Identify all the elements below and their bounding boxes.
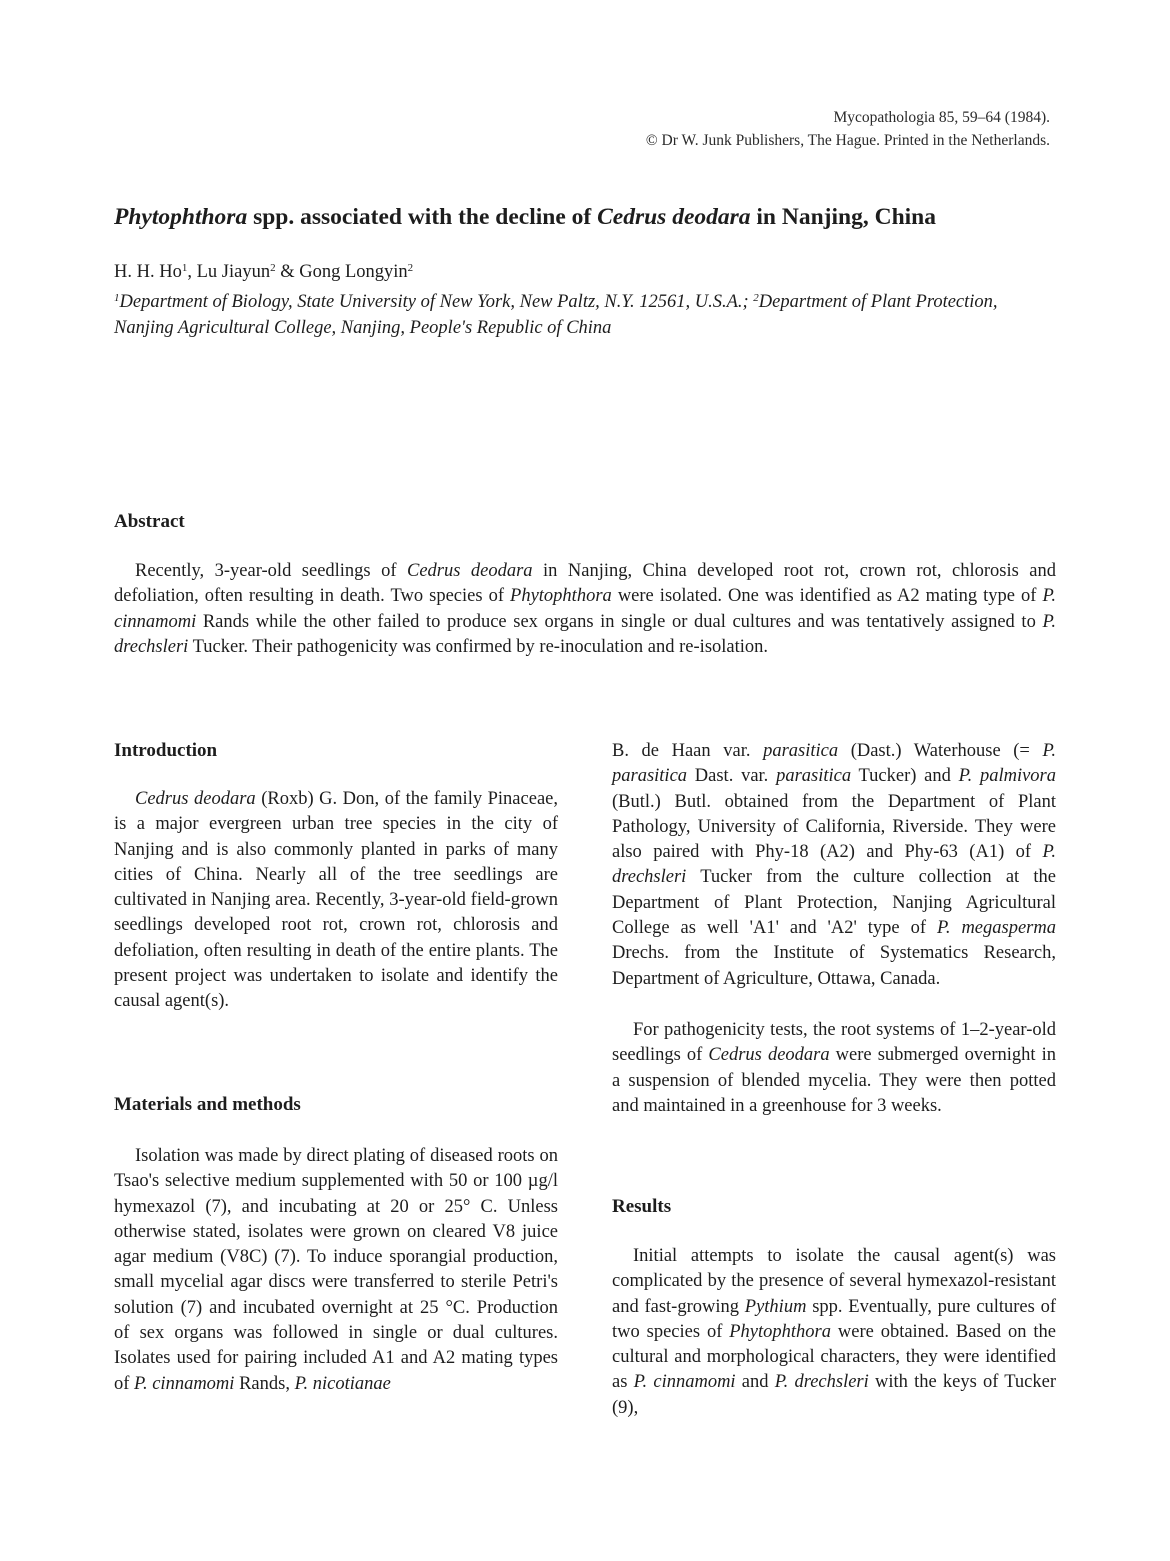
- publisher-line: © Dr W. Junk Publishers, The Hague. Printed in the Netherlands.: [645, 132, 1050, 149]
- results-heading: Results: [612, 1196, 672, 1217]
- author-1-affil: 1: [181, 262, 188, 274]
- affil-2-mark: 2: [753, 292, 759, 304]
- title-genus: Phytophthora: [114, 204, 248, 230]
- affiliations: [114, 289, 1059, 341]
- abstract-text: Recently, 3-year-old seedlings of Cedrus deodara in Nanjing, China developed root rot, crown rot, chlorosis and defoliation, often resulting in death. Two species of Phytophthora were isolated. One was identified as A2 mating type of P. cinnamomi Rands while the other failed to produce sex organs in single or dual cultures and was tentatively assigned to P. drechsleri Tucker. Their pathogenicity was confirmed by re-inoculation and re-isolation.: [114, 561, 1056, 657]
- article-title: [114, 204, 1064, 231]
- materials-text-continued: B. de Haan var. parasitica (Dast.) Waterhouse (= P. parasitica Dast. var. parasitica Tucker) and P. palmivora (Butl.) Butl. obtained from the Department of Plant Pathology, University of California, Riverside. They were also paired with Phy-18 (A2) and Phy-63 (A1) of P. drechsleri Tucker from the culture collection at the Department of Plant Protection, Nanjing Agricultural College as well 'A1' and 'A2' type of P. megasperma Drechs. from the Institute of Systematics Research, Department of Agriculture, Ottawa, Canada.: [612, 741, 1057, 989]
- results-text: Initial attempts to isolate the causal agent(s) was complicated by the presence of several hymexazol-resistant and fast-growing Pythium spp. Eventually, pure cultures of two species of Phytophthora were obtained. Based on the cultural and morphological characters, they were identified as P. cinnamomi and P. drechsleri with the keys of Tucker (9),: [612, 1246, 1056, 1418]
- author-1: H. H. Ho: [114, 262, 182, 282]
- materials-heading: Materials and methods: [114, 1094, 301, 1115]
- author-3-affil: 2: [407, 262, 414, 274]
- author-sep: ,: [187, 262, 197, 282]
- author-list: [114, 262, 413, 283]
- introduction-text: Cedrus deodara (Roxb) G. Don, of the family Pinaceae, is a major evergreen urban tree species in the city of Nanjing and is also commonly planted in parks of many cities of China. Nearly all of the tree seedlings are cultivated in Nanjing area. Recently, 3-year-old field-grown seedlings developed root rot, crown rot, chlorosis and defoliation, often resulting in death of the entire plants. The present project was undertaken to isolate and identify the causal agent(s).: [114, 789, 558, 1012]
- materials-text: Isolation was made by direct plating of diseased roots on Tsao's selective medium supplemented with 50 or 100 µg/l hymexazol (7), and incubating at 20 or 25° C. Unless otherwise stated, isolates were grown on cleared V8 juice agar medium (V8C) (7). To induce sporangial production, small mycelial agar discs were transferred to sterile Petri's solution (7) and incubated overnight at 25 °C. Production of sex organs was followed in single or dual cultures. Isolates used for pairing included A1 and A2 mating types of P. cinnamomi Rands, P. nicotianae: [114, 1146, 558, 1394]
- author-2-affil: 2: [270, 262, 276, 274]
- author-3: Gong Longyin: [299, 262, 408, 282]
- author-sep: &: [275, 262, 300, 282]
- introduction-heading: Introduction: [114, 740, 218, 761]
- title-end: in Nanjing, China: [750, 204, 936, 230]
- pathogenicity-text: For pathogenicity tests, the root systems of 1–2-year-old seedlings of Cedrus deodara were submerged overnight in a suspension of blended mycelia. They were then potted and maintained in a greenhouse for 3 weeks.: [612, 1020, 1056, 1116]
- title-mid: spp. associated with the decline of: [247, 204, 598, 230]
- abstract-heading: Abstract: [114, 511, 185, 532]
- affil-1-mark: 1: [114, 292, 120, 304]
- affil-1: Department of Biology, State University of New York, New Paltz, N.Y. 12561, U.S.A.;: [119, 292, 754, 312]
- journal-citation: Mycopathologia 85, 59–64 (1984).: [833, 109, 1050, 126]
- author-2: Lu Jiayun: [196, 262, 271, 282]
- journal-info: [646, 106, 1050, 152]
- affil-2: Department of Plant Protection, Nanjing Agricultural College, Nanjing, People's Republic of China: [114, 292, 998, 338]
- title-species: Cedrus deodara: [597, 204, 751, 230]
